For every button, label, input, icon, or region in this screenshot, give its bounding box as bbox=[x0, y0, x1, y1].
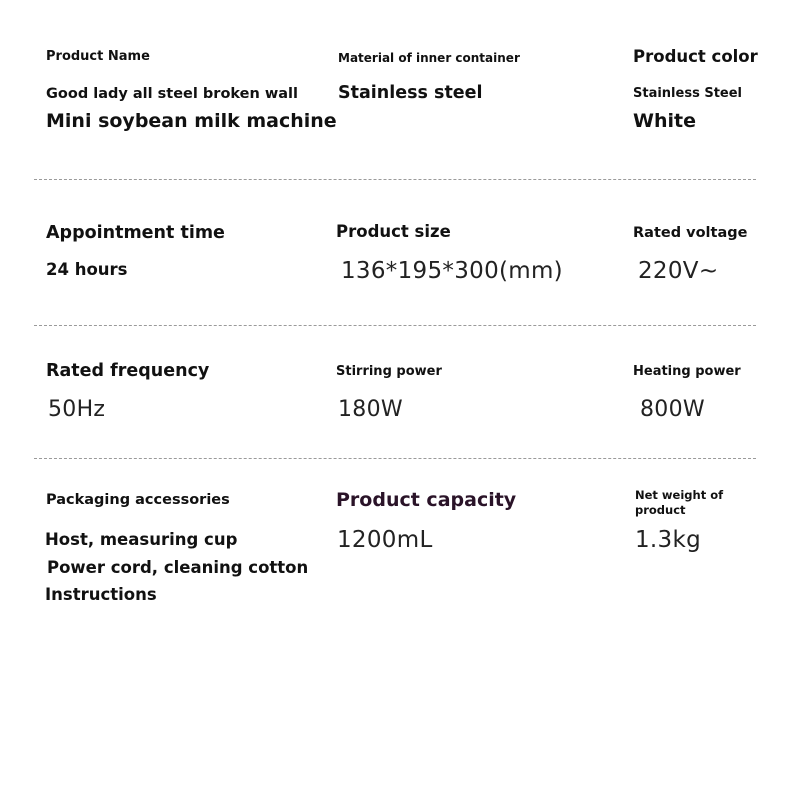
packaging-accessories-line-1: Host, measuring cup bbox=[45, 530, 238, 549]
product-size-value: 136*195*300(mm) bbox=[341, 258, 563, 284]
product-color-value-line-2: White bbox=[633, 110, 696, 132]
product-name-value-line-1: Good lady all steel broken wall bbox=[46, 86, 298, 102]
heating-power-label: Heating power bbox=[633, 364, 741, 379]
appointment-time-value: 24 hours bbox=[46, 260, 128, 279]
product-name-value-line-2: Mini soybean milk machine bbox=[46, 110, 337, 132]
net-weight-label-line-2: product bbox=[635, 503, 686, 517]
product-size-label: Product size bbox=[336, 222, 451, 241]
net-weight-value: 1.3kg bbox=[635, 527, 701, 553]
packaging-accessories-line-2: Power cord, cleaning cotton bbox=[47, 558, 309, 577]
product-color-label: Product color bbox=[633, 47, 758, 66]
row-divider-3 bbox=[34, 458, 756, 459]
row-divider-2 bbox=[34, 325, 756, 326]
rated-frequency-value: 50Hz bbox=[48, 397, 106, 422]
inner-container-material-label: Material of inner container bbox=[338, 51, 520, 65]
rated-voltage-value: 220V~ bbox=[638, 258, 719, 284]
rated-voltage-label: Rated voltage bbox=[633, 225, 748, 241]
rated-frequency-label: Rated frequency bbox=[46, 361, 210, 381]
product-name-label: Product Name bbox=[46, 49, 150, 64]
heating-power-value: 800W bbox=[640, 397, 705, 422]
row-divider-1 bbox=[34, 179, 756, 180]
product-capacity-value: 1200mL bbox=[337, 527, 433, 553]
product-capacity-label: Product capacity bbox=[336, 489, 517, 511]
net-weight-label-line-1: Net weight of bbox=[635, 488, 724, 502]
appointment-time-label: Appointment time bbox=[46, 223, 225, 243]
packaging-accessories-line-3: Instructions bbox=[45, 585, 157, 604]
packaging-accessories-label: Packaging accessories bbox=[46, 492, 230, 508]
stirring-power-label: Stirring power bbox=[336, 364, 442, 379]
product-color-value-line-1: Stainless Steel bbox=[633, 86, 743, 101]
inner-container-material-value: Stainless steel bbox=[338, 83, 483, 103]
stirring-power-value: 180W bbox=[338, 397, 403, 422]
